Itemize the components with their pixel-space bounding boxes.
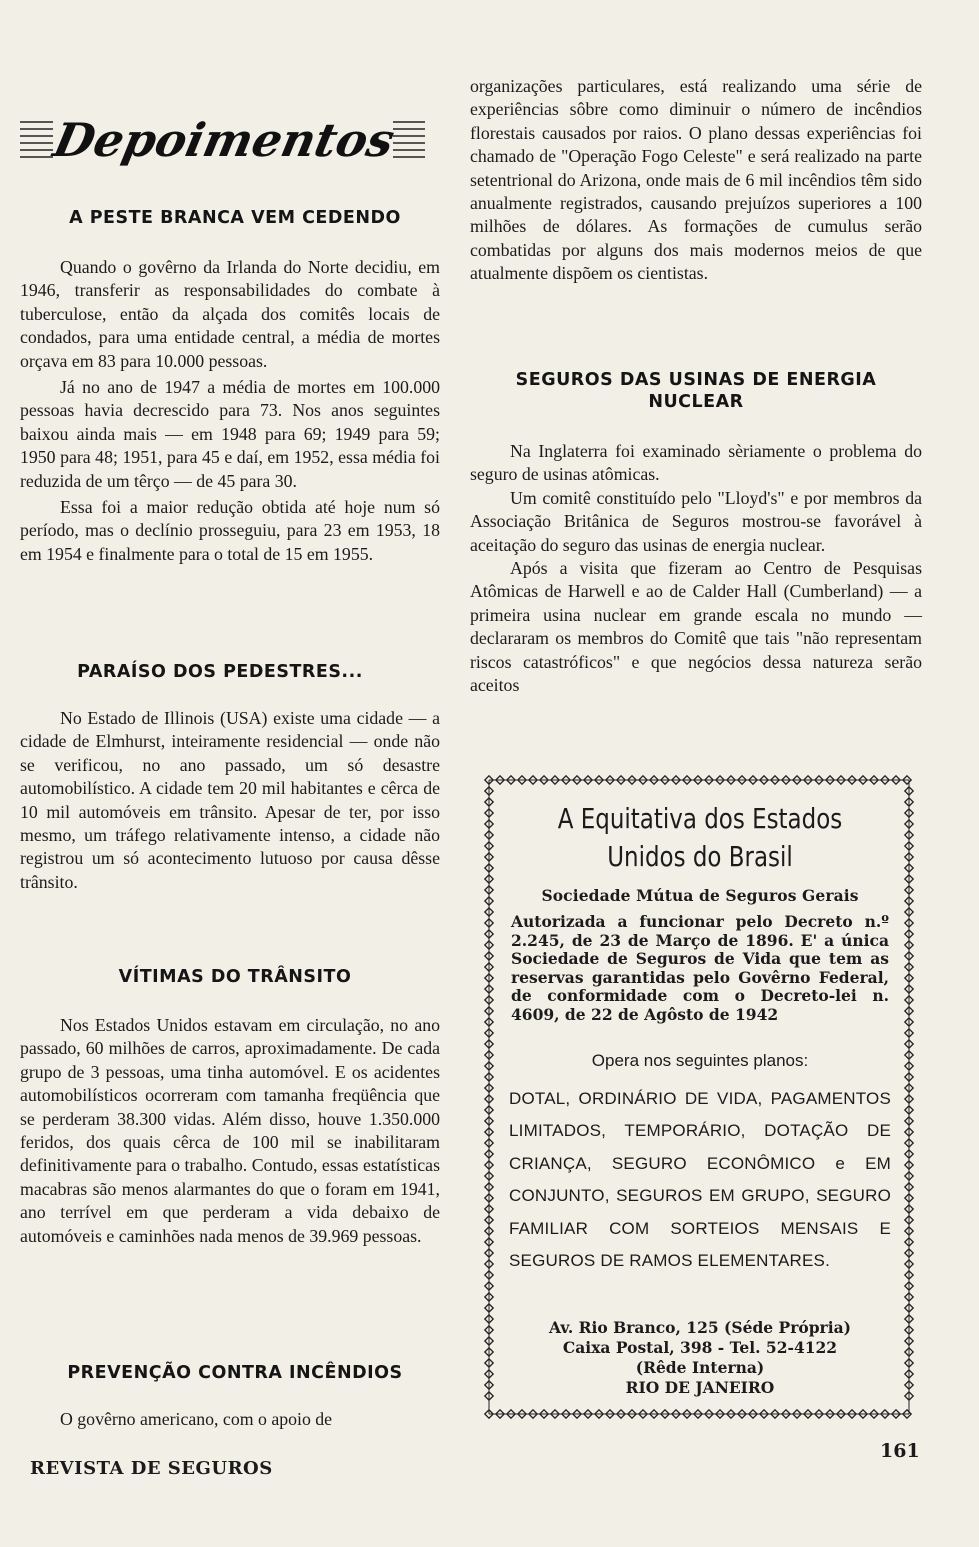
ad-plans-list: DOTAL, ORDINÁRIO DE VIDA, PAGAMENTOS LIMITADOS, TEMPORÁRIO, DOTAÇÃO DE CRIANÇA, SEGURO ECONÔMICO e EM CONJUNTO, SEGUROS EM GRUPO, SEGURO FAMILIAR COM SORTEIOS MENSAIS E SEGUROS DE RAMOS ELEMENTARES. (509, 1088, 891, 1271)
ad-plans-intro: Opera nos seguintes planos: (591, 1050, 809, 1070)
paragraph: Na Inglaterra foi examinado sèriamente o problema do seguro de usinas atômicas. (470, 441, 922, 485)
ad-title (543, 800, 856, 876)
footer-publication-title: REVISTA DE SEGUROS (30, 1458, 273, 1479)
ad-title-line1: A Equitativa dos Estados (557, 802, 843, 835)
heading-prevencao: PREVENÇÃO CONTRA INCÊNDIOS (67, 1363, 403, 1383)
ad-authorization: Autorizada a funcionar pelo Decreto n.º 2.245, de 23 de Março de 1896. E' a única Sociedade de Seguros de Vida que tem as reservas garantidas pelo Govêrno Federal, de conformidade com o Decreto-lei n. 4609, de 22 de Agôsto de 1942 (511, 912, 889, 1024)
ad-title-line2: Unidos do Brasil (607, 840, 793, 873)
heading-paraiso: PARAÍSO DOS PEDESTRES... (77, 662, 363, 682)
article-peste (20, 256, 440, 566)
article-prevencao-continuation (470, 75, 922, 286)
article-prevencao-start (20, 1408, 460, 1431)
paragraph: Já no ano de 1947 a média de mortes em 100.000 pessoas havia decrescido para 73. Nos anos seguintes baixou ainda mais — em 1948 para 69; 1949 para 59; 1950 para 48; 1951, para 45 e daí, em 1952, essa média foi reduzida de um têrço — de 45 para 30. (20, 377, 440, 491)
masthead-rules (15, 98, 435, 180)
paragraph: Nos Estados Unidos estavam em circulação, no ano passado, 60 milhões de carros, aproximadamente. De cada grupo de 3 pessoas, uma tinha automóvel. E os acidentes automobilísticos ocorreram com tamanha freqüência que se perderam 38.300 vidas. Além disso, houve 1.350.000 feridos, dos quais cêrca de 100 mil se inabilitaram definitivamente para o trabalho. Contudo, essas estatísticas macabras são menos alarmantes do que o foram em 1941, ano terrível em que perderam a vida debaixo de automóveis e caminhões nada menos de 39.969 pessoas. (20, 1015, 440, 1246)
masthead-logo (15, 98, 435, 180)
paragraph: No Estado de Illinois (USA) existe uma cidade — a cidade de Elmhurst, inteiramente residencial — onde não se verificou, no ano passado, um só desastre automobilístico. A cidade tem 20 mil habitantes e cêrca de 10 mil automóveis em trânsito. Apesar de ter, por isso mesmo, um tráfego relativamente intenso, a cidade não registrou um só acontecimento lutuoso por causa dêsse trânsito. (20, 708, 440, 892)
ad-address-line: Av. Rio Branco, 125 (Séde Própria) (549, 1317, 851, 1337)
ad-subtitle: Sociedade Mútua de Seguros Gerais (541, 886, 859, 905)
masthead-title: Depoimentos (49, 112, 400, 167)
heading-peste: A PESTE BRANCA VEM CEDENDO (69, 208, 401, 228)
article-paraiso (20, 707, 440, 894)
paragraph: Um comitê constituído pelo "Lloyd's" e por membros da Associação Britânica de Seguros mostrou-se favorável à aceitação do seguro das usinas de energia nuclear. (470, 487, 922, 555)
advertisement-box (481, 772, 917, 1422)
paragraph: organizações particulares, está realizando uma série de experiências sôbre como diminuir o número de incêndios florestais causados por raios. O plano dessas experiências foi chamado de "Operação Fogo Celeste" e será realizado na parte setentrional do Arizona, onde mais de 6 mil incêndios têm sido anualmente registrados, causando prejuízos superiores a 100 milhões de dólares. As formações de cumulus serão combatidas por alguns dos mais modernos meios de que atualmente dispõem os cientistas. (470, 76, 922, 284)
ad-address-line: RIO DE JANEIRO (625, 1377, 775, 1397)
heading-vitimas: VÍTIMAS DO TRÂNSITO (118, 967, 352, 987)
ad-address-line: Caixa Postal, 398 - Tel. 52-4122 (562, 1337, 838, 1357)
ad-address (509, 1318, 891, 1398)
article-vitimas (20, 1014, 440, 1248)
heading-seguros: SEGUROS DAS USINAS DE ENERGIA NUCLEAR (515, 370, 877, 412)
paragraph: Essa foi a maior redução obtida até hoje num só período, mas o declínio prosseguiu, para 23 em 1953, 18 em 1954 e finalmente para o total de 15 em 1955. (20, 497, 440, 564)
ad-address-line: (Rêde Interna) (635, 1357, 765, 1377)
paragraph: Quando o govêrno da Irlanda do Norte decidiu, em 1946, transferir as responsabilidades do combate à tuberculose, então da alçada dos comitês locais de condados, para uma entidade central, a média de mortes orçava em 83 para 10.000 pessoas. (20, 257, 440, 371)
advertisement-content (509, 800, 891, 1398)
article-seguros (470, 440, 922, 697)
paragraph: O govêrno americano, com o apoio de (60, 1409, 333, 1429)
page-number: 161 (880, 1440, 920, 1462)
paragraph: Após a visita que fizeram ao Centro de Pesquisas Atômicas de Harwell e ao de Calder Hall (Cumberland) — a primeira usina nuclear em grande escala no mundo — declararam os membros do Comitê que tais "não representam riscos catastróficos" e que negócios dessa natureza serão aceitos (470, 558, 922, 696)
